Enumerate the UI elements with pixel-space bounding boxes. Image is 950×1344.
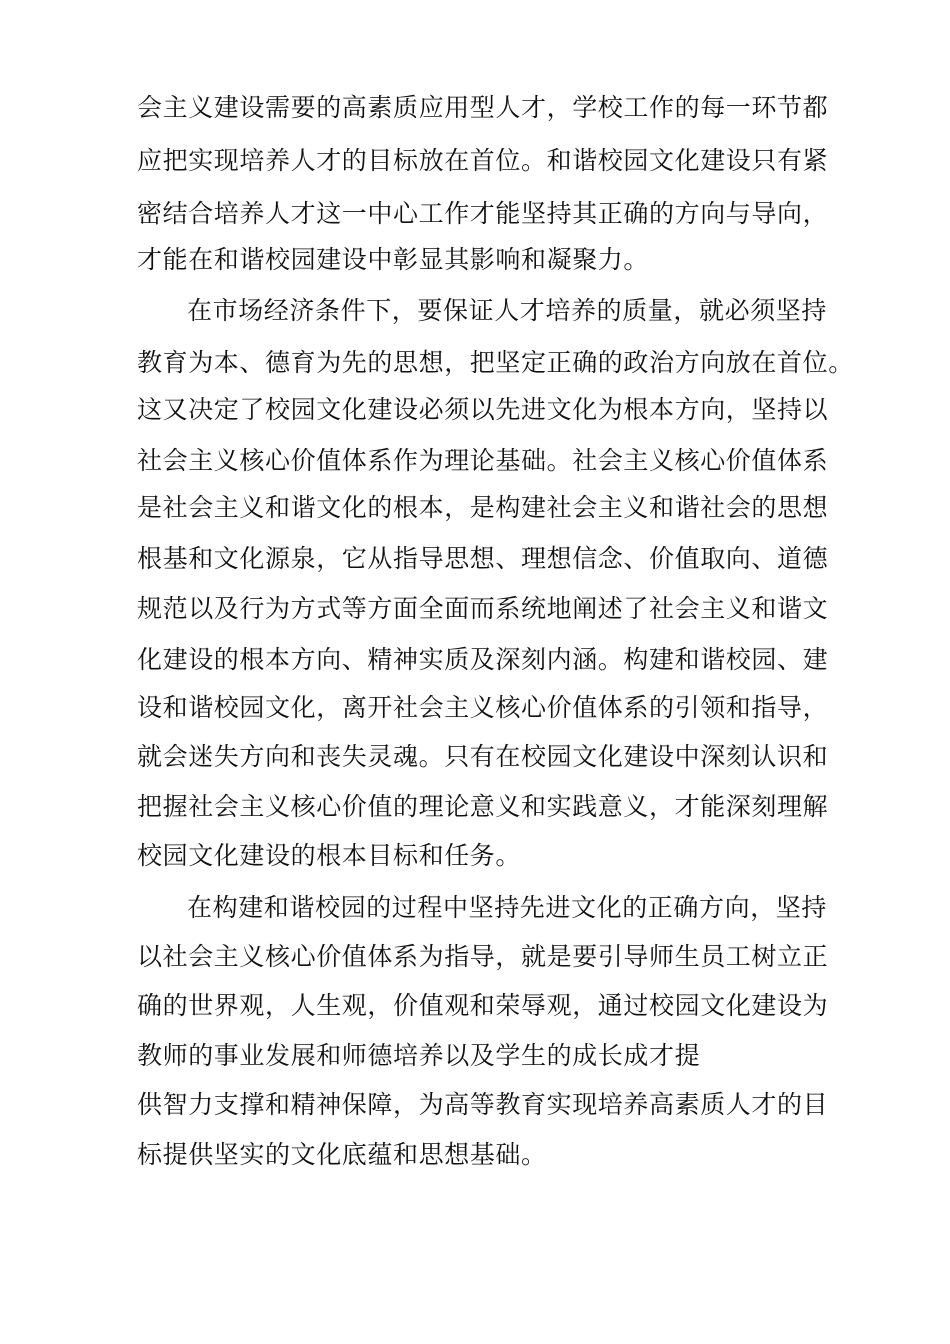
text-line: 是社会主义和谐文化的根本，是构建社会主义和谐社会的思想 (137, 493, 829, 522)
paragraph-first-line: 在构建和谐校园的过程中坚持先进文化的正确方向，坚持 (187, 893, 828, 922)
text-line: 校园文化建设的根本目标和任务。 (137, 841, 522, 870)
text-line: 以社会主义核心价值体系为指导，就是要引导师生员工树立正 (137, 942, 829, 971)
text-line: 会主义建设需要的高素质应用型人才，学校工作的每一环节都 (137, 93, 829, 122)
text-line: 密结合培养人才这一中心工作才能坚持其正确的方向与导向， (137, 199, 829, 228)
paragraph-first-line: 在市场经济条件下，要保证人才培养的质量，就必须坚持 (187, 296, 828, 325)
text-line: 就会迷失方向和丧失灵魂。只有在校园文化建设中深刻认识和 (137, 742, 829, 771)
text-line: 标提供坚实的文化底蕴和思想基础。 (137, 1140, 547, 1169)
text-line: 供智力支撑和精神保障，为高等教育实现培养高素质人才的目 (137, 1090, 829, 1119)
text-line: 规范以及行为方式等方面全面而系统地阐述了社会主义和谐文 (137, 594, 829, 623)
text-line: 教师的事业发展和师德培养以及学生的成长成才提 (137, 1041, 701, 1070)
text-line: 这又决定了校园文化建设必须以先进文化为根本方向，坚持以 (137, 395, 829, 424)
text-line: 教育为本、德育为先的思想，把坚定正确的政治方向放在首位。 (137, 348, 854, 377)
text-line: 应把实现培养人才的目标放在首位。和谐校园文化建设只有紧 (137, 146, 829, 175)
text-line: 根基和文化源泉，它从指导思想、理想信念、价值取向、道德 (137, 544, 829, 573)
text-line: 化建设的根本方向、精神实质及深刻内涵。构建和谐校园、建 (137, 645, 829, 674)
text-line: 确的世界观，人生观，价值观和荣辱观，通过校园文化建设为 (137, 991, 829, 1020)
text-line: 把握社会主义核心价值的理论意义和实践意义，才能深刻理解 (137, 792, 829, 821)
text-line: 社会主义核心价值体系作为理论基础。社会主义核心价值体系 (137, 446, 829, 475)
text-line: 才能在和谐校园建设中彰显其影响和凝聚力。 (137, 245, 650, 274)
text-line: 设和谐校园文化，离开社会主义核心价值体系的引领和指导， (137, 693, 829, 722)
